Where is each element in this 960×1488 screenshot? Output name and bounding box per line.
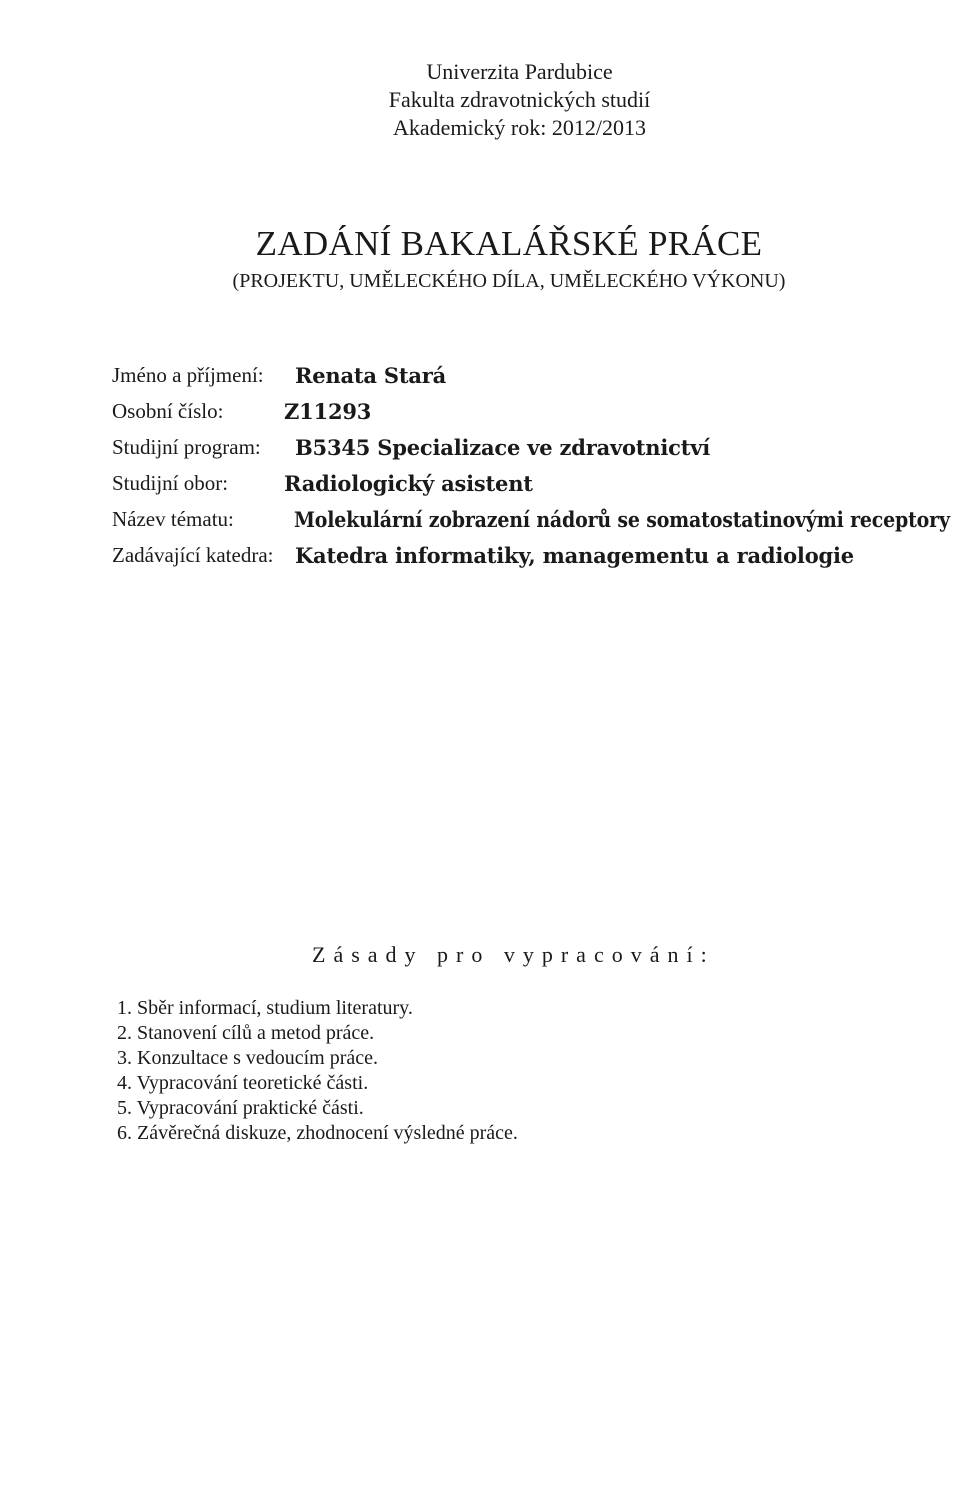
info-value: Radiologický asistent xyxy=(284,471,533,496)
info-value: Molekulární zobrazení nádorů se somatostatinovými receptory xyxy=(294,507,950,532)
document-title: ZADÁNÍ BAKALÁŘSKÉ PRÁCE xyxy=(255,224,763,263)
info-value: Katedra informatiky, managementu a radiologie xyxy=(295,543,854,568)
principles-list xyxy=(117,996,518,1146)
info-value: Renata Stará xyxy=(295,363,447,388)
principles-heading: Zásady pro vypracování: xyxy=(312,942,715,967)
university-name: Univerzita Pardubice xyxy=(426,59,613,84)
list-item: 5. Vypracování praktické části. xyxy=(117,1097,364,1119)
list-item: 4. Vypracování teoretické části. xyxy=(117,1072,369,1094)
document-subtitle: (PROJEKTU, UMĚLECKÉHO DÍLA, UMĚLECKÉHO VÝKONU) xyxy=(232,270,786,292)
header xyxy=(0,58,960,142)
info-label: Zadávající katedra: xyxy=(112,543,274,567)
info-label: Název tématu: xyxy=(112,507,234,531)
info-label: Osobní číslo: xyxy=(112,399,224,423)
list-item: 1. Sběr informací, studium literatury. xyxy=(117,997,413,1019)
list-item: 6. Závěrečná diskuze, zhodnocení výsledné práce. xyxy=(117,1122,518,1144)
info-value: B5345 Specializace ve zdravotnictví xyxy=(295,435,711,460)
list-item: 2. Stanovení cílů a metod práce. xyxy=(117,1022,375,1044)
info-value: Z11293 xyxy=(284,399,372,424)
faculty-name: Fakulta zdravotnických studií xyxy=(388,87,651,112)
info-label: Studijní program: xyxy=(112,435,261,459)
info-label: Jméno a příjmení: xyxy=(112,363,264,387)
info-label: Studijní obor: xyxy=(112,471,229,495)
list-item: 3. Konzultace s vedoucím práce. xyxy=(117,1047,379,1069)
academic-year: Akademický rok: 2012/2013 xyxy=(393,115,646,140)
